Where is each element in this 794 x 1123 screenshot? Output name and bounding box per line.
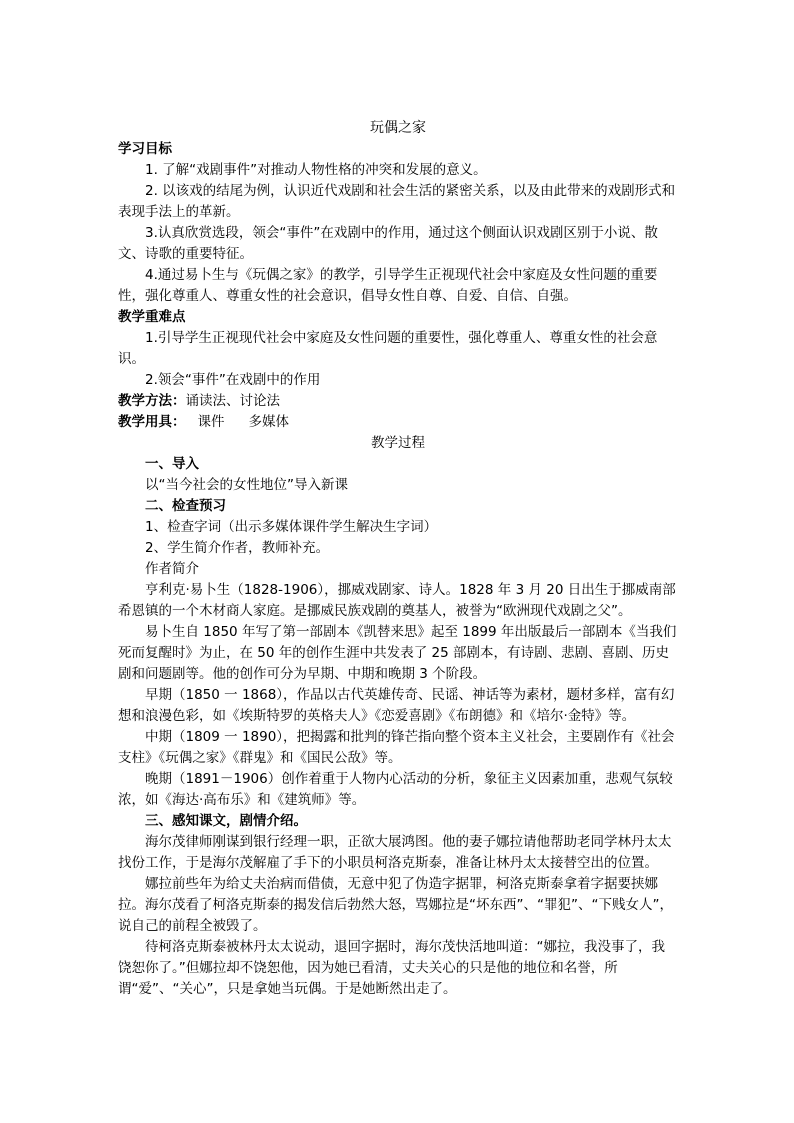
document-body xyxy=(118,118,678,1000)
author-paragraph: 早期（1850 一 1868），作品以古代英雄传奇、民谣、神话等为素材，题材多样，富有幻想和浪漫色彩，如《埃斯特罗的英格夫人》《恋爱喜剧》《布朗德》和《培尔·金特》等。 xyxy=(118,687,675,724)
teaching-tools-value: 多媒体 xyxy=(248,414,289,430)
key-point-item: 2.领会“事件”在戏剧中的作用 xyxy=(145,372,321,388)
key-points-heading: 教学重难点 xyxy=(118,309,186,325)
section-text: 1、检查字词（出示多媒体课件学生解决生字词） xyxy=(145,519,438,535)
teaching-tools-label: 教学用具： xyxy=(118,414,186,430)
goal-item: 3.认真欣赏选段，领会“事件”在戏剧中的作用，通过这个侧面认识戏剧区别于小说、散文、诗歌的重要特征。 xyxy=(118,225,658,262)
section-heading: 一、导入 xyxy=(145,456,199,472)
author-paragraph: 中期（1809 一 1890），把揭露和批判的锋芒指向整个资本主义社会，主要剧作有《社会支柱》《玩偶之家》《群鬼》和《国民公敌》等。 xyxy=(118,729,675,766)
teaching-tools-line xyxy=(118,412,678,433)
plot-paragraph: 海尔茂律师刚谋到银行经理一职，正欲大展鸿图。他的妻子娜拉请他帮助老同学林丹太太找份工作，于是海尔茂解雇了手下的小职员柯洛克斯泰，准备让林丹太太接替空出的位置。 xyxy=(118,834,672,871)
goal-item: 4.通过易卜生与《玩偶之家》的教学，引导学生正视现代社会中家庭及女性问题的重要性，强化尊重人、尊重女性的社会意识，倡导女性自尊、自爱、自信、自强。 xyxy=(118,267,658,304)
author-paragraph: 易卜生自 1850 年写了第一部剧本《凯替来思》起至 1899 年出版最后一部剧本《当我们死而复醒时》为止，在 50 年的创作生涯中共发表了 25 部剧本，有诗剧、悲剧、喜剧、历史剧和问题剧等。他的创作可分为早期、中期和晚期 3 个阶段。 xyxy=(118,624,677,682)
section-text: 2、学生简介作者，教师补充。 xyxy=(145,540,330,556)
goal-item: 2. 以该戏的结尾为例，认识近代戏剧和社会生活的紧密关系，以及由此带来的戏剧形式和表现手法上的革新。 xyxy=(118,183,676,220)
key-point-item: 1.引导学生正视现代社会中家庭及女性问题的重要性，强化尊重人、尊重女性的社会意识。 xyxy=(118,330,658,367)
plot-paragraph: 待柯洛克斯泰被林丹太太说动，退回字据时，海尔茂快活地叫道：“娜拉，我没事了，我饶恕你了。”但娜拉却不饶恕他，因为她已看清，丈夫关心的只是他的地位和名誉，所谓“爱”、“关心”，只是拿她当玩偶。于是她断然出走了。 xyxy=(118,939,665,997)
author-heading: 作者简介 xyxy=(145,561,199,577)
teaching-method-value: 诵读法、讨论法 xyxy=(185,393,280,409)
goals-heading: 学习目标 xyxy=(118,141,172,157)
author-paragraph: 晚期（1891－1906）创作着重于人物内心活动的分析，象征主义因素加重，悲观气氛较浓，如《海达·高布乐》和《建筑师》等。 xyxy=(118,771,673,808)
section-heading: 二、检查预习 xyxy=(145,498,226,514)
teaching-method-line xyxy=(118,391,678,412)
teaching-tools-value: 课件 xyxy=(197,414,225,430)
plot-paragraph: 娜拉前些年为给丈夫治病而借债，无意中犯了伪造字据罪，柯洛克斯泰拿着字据要挟娜拉。海尔茂看了柯洛克斯泰的揭发信后勃然大怒，骂娜拉是“坏东西”、“罪犯”、“下贱女人”，说自己的前程全被毁了。 xyxy=(118,876,673,934)
section-heading: 三、感知课文，剧情介绍。 xyxy=(145,813,307,829)
process-heading: 教学过程 xyxy=(371,435,425,451)
author-paragraph: 亨利克·易卜生（1828-1906），挪威戏剧家、诗人。1828 年 3 月 20 日出生于挪威南部希恩镇的一个木材商人家庭。是挪威民族戏剧的奠基人，被誉为“欧洲现代戏剧之父”。 xyxy=(118,582,676,619)
teaching-method-label: 教学方法： xyxy=(118,393,186,409)
document-title: 玩偶之家 xyxy=(370,120,426,136)
section-text: 以“当今社会的女性地位”导入新课 xyxy=(145,477,348,493)
goal-item: 1. 了解“戏剧事件”对推动人物性格的冲突和发展的意义。 xyxy=(145,162,487,178)
